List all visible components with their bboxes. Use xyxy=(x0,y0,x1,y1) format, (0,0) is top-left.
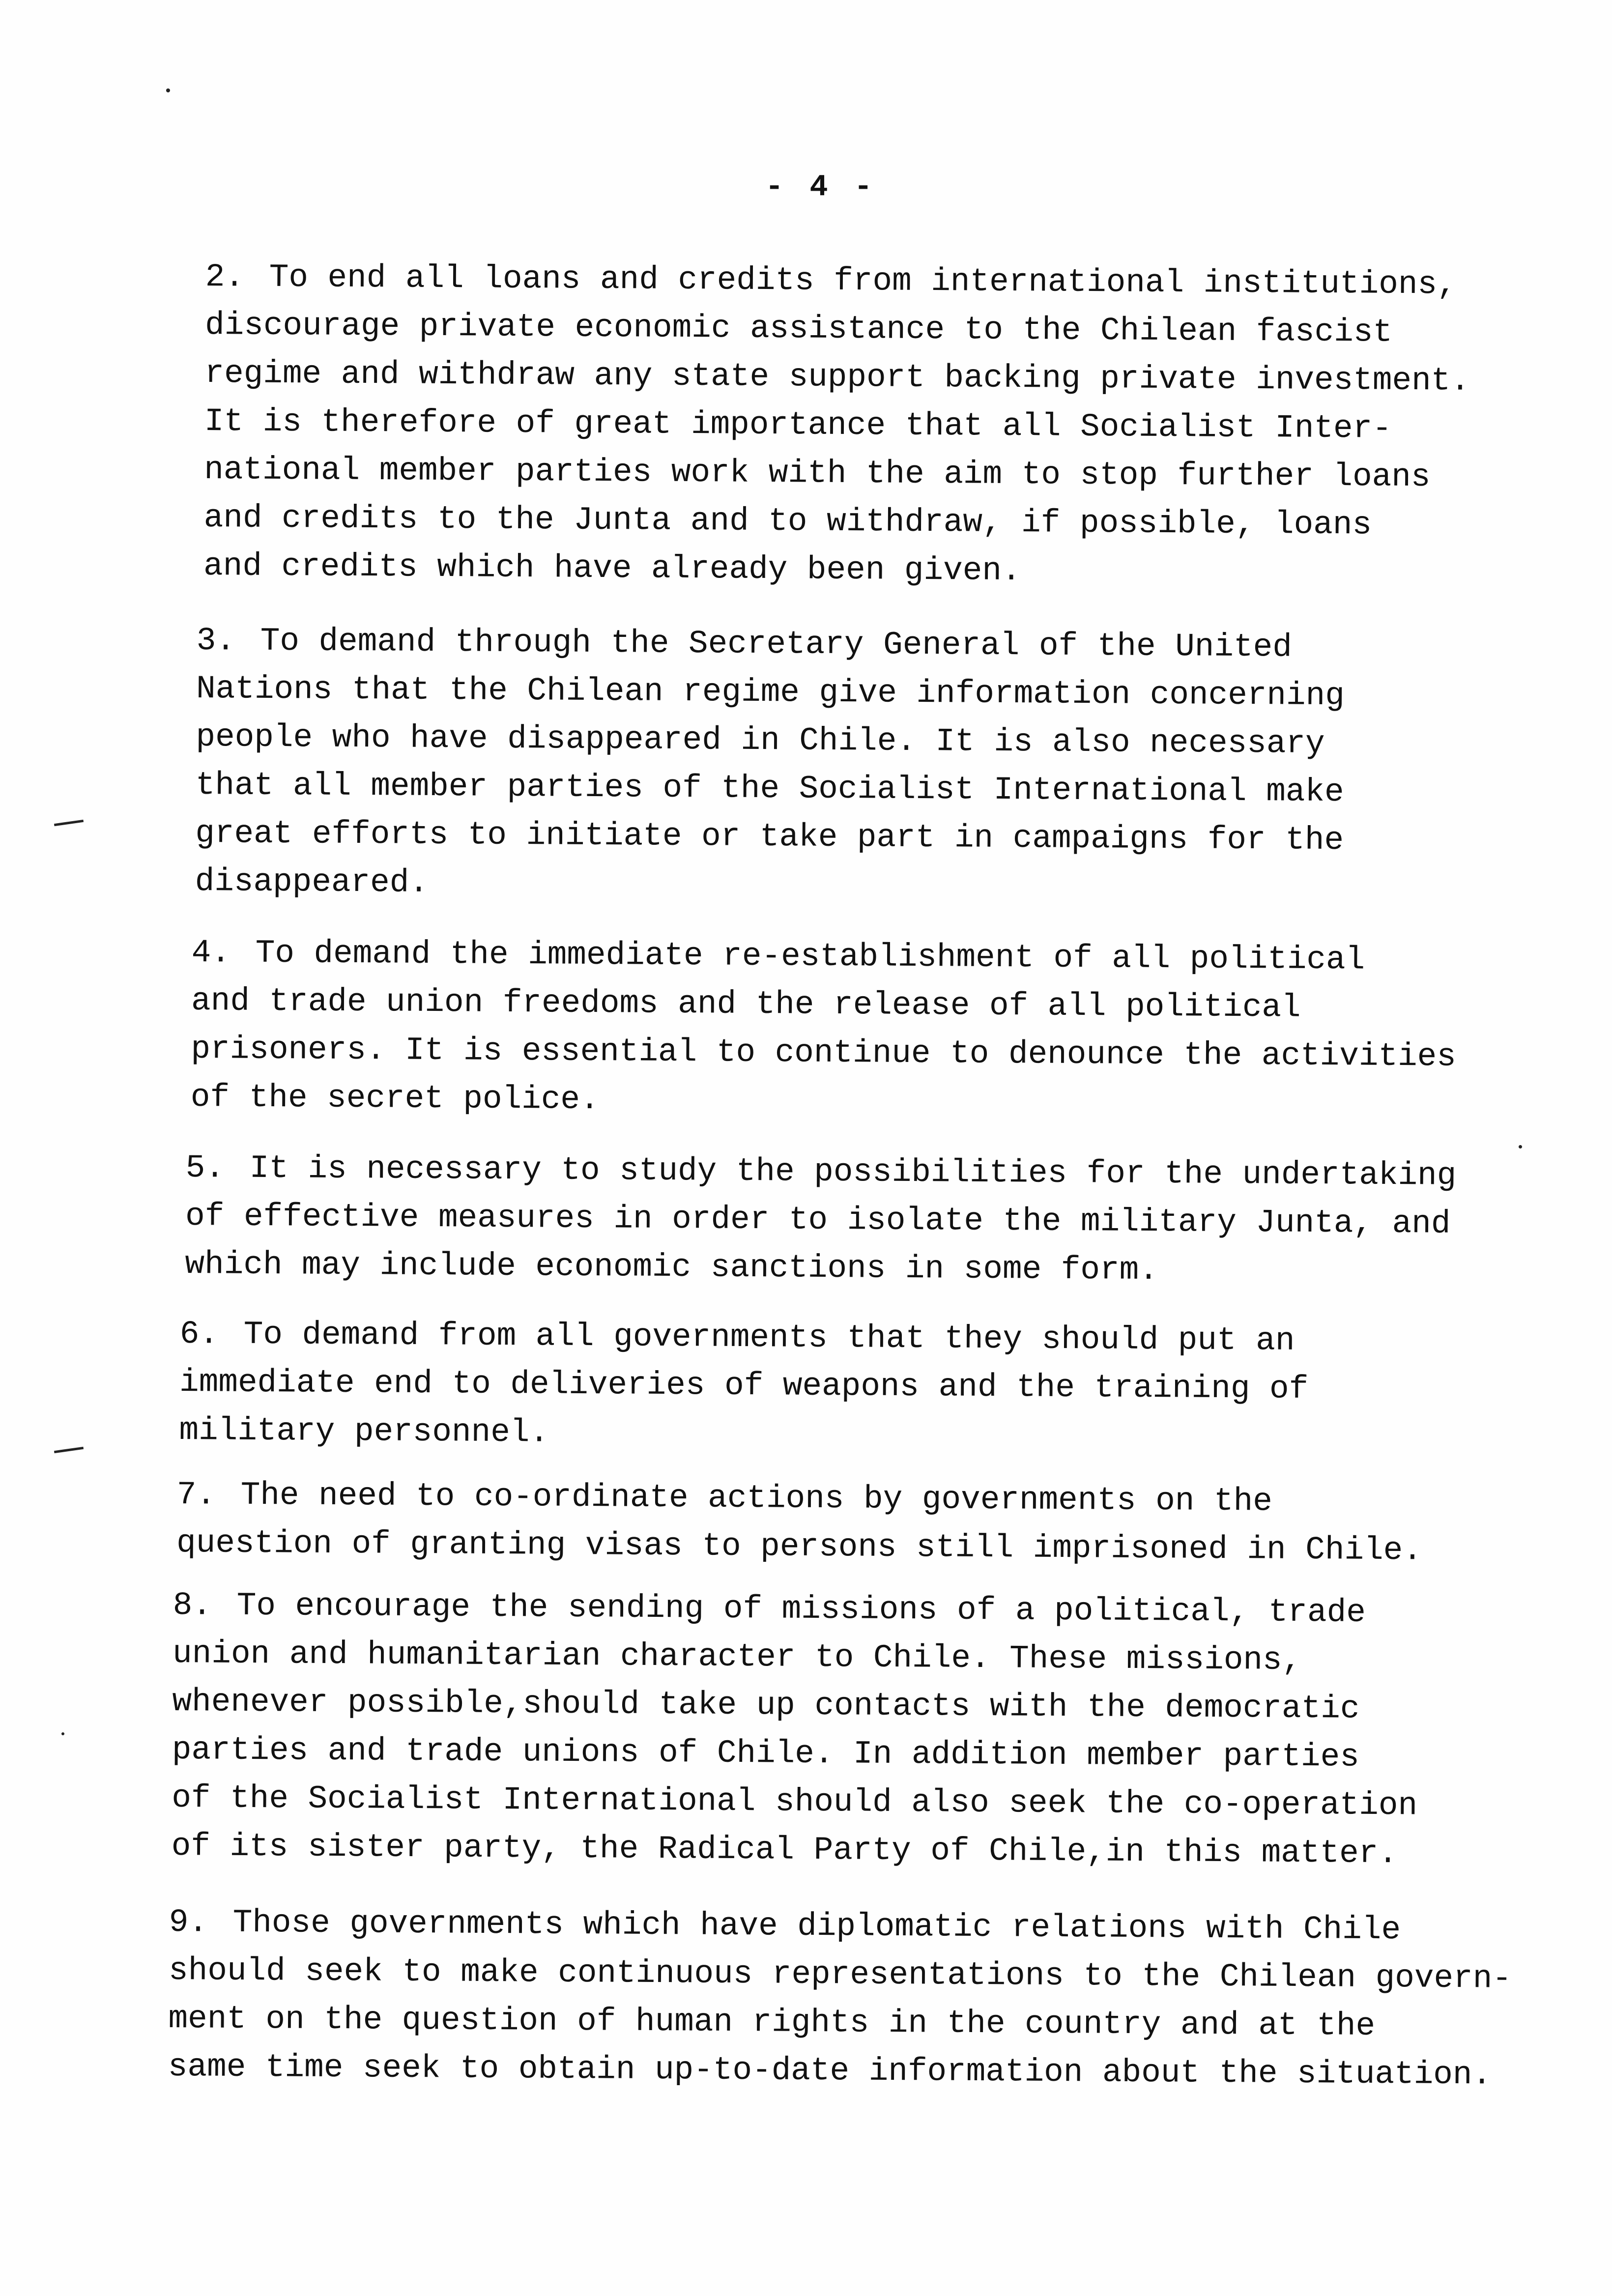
list-item-text: discourage private economic assistance to the Chilean fascist xyxy=(204,306,1393,351)
list-item-text: Nations that the Chilean regime give information concerning xyxy=(196,670,1345,715)
list-item-number: 8. xyxy=(173,1586,212,1624)
list-item-text: of effective measures in order to isolate the military Junta, and xyxy=(185,1197,1451,1242)
list-item-text: of its sister party, the Radical Party of Chile,in this matter. xyxy=(171,1827,1398,1872)
list-item-line xyxy=(191,929,1457,985)
list-item xyxy=(171,1581,1418,1878)
list-item-text: To encourage the sending of missions of a political, trade xyxy=(236,1587,1366,1631)
list-item-number: 5. xyxy=(185,1149,225,1187)
list-item-text: It is therefore of great importance that all Socialist Inter- xyxy=(204,402,1392,447)
list-item-line xyxy=(173,1581,1418,1637)
list-item-text: question of granting visas to persons still imprisoned in Chile. xyxy=(176,1524,1423,1569)
list-item-number: 4. xyxy=(191,934,231,972)
list-item-text: union and humanitarian character to Chile. These missions, xyxy=(172,1635,1302,1679)
list-item-line xyxy=(196,617,1345,672)
scan-speck xyxy=(61,1732,64,1735)
list-item-text: prisoners. It is essential to continue to denounce the activities xyxy=(191,1030,1457,1075)
list-item xyxy=(195,617,1345,913)
list-item-text: great efforts to initiate or take part in campaigns for the xyxy=(195,814,1344,859)
list-item-text: It is necessary to study the possibilities for the undertaking xyxy=(249,1149,1457,1194)
list-item-text: of the Socialist International should also seek the co-operation xyxy=(172,1779,1418,1824)
list-item xyxy=(168,1898,1512,2099)
list-item-number: 9. xyxy=(169,1903,208,1941)
list-item-text: To demand through the Secretary General of the United xyxy=(260,622,1293,666)
list-item-text: To demand from all governments that they should put an xyxy=(243,1316,1295,1359)
list-item-text: regime and withdraw any state support backing private investment. xyxy=(204,354,1470,400)
list-item xyxy=(191,929,1457,1129)
list-item-text: of the secret police. xyxy=(190,1078,600,1119)
scan-speck xyxy=(166,88,170,92)
list-item-text: which may include economic sanctions in some form. xyxy=(185,1245,1159,1289)
list-item xyxy=(203,253,1471,598)
list-item xyxy=(179,1310,1309,1462)
list-item-line xyxy=(176,1471,1422,1526)
scan-punch-mark xyxy=(54,820,84,826)
list-item-text: The need to co-ordinate actions by governments on the xyxy=(240,1476,1273,1520)
list-item-line xyxy=(169,1898,1512,1955)
list-item-text: military personnel. xyxy=(179,1411,549,1451)
list-item-text: people who have disappeared in Chile. It is also necessary xyxy=(196,718,1325,763)
scan-punch-mark xyxy=(54,1447,84,1453)
list-item-text: and credits to the Junta and to withdraw, if possible, loans xyxy=(203,499,1372,544)
list-item-text: and credits which have already been given. xyxy=(203,547,1021,590)
list-item-text: immediate end to deliveries of weapons and the training of xyxy=(179,1363,1309,1408)
list-item-number: 6. xyxy=(179,1315,219,1353)
list-item-line xyxy=(185,1144,1456,1200)
list-item-number: 2. xyxy=(205,258,245,296)
list-item-number: 7. xyxy=(176,1476,216,1514)
list-item-text: national member parties work with the aim to stop further loans xyxy=(204,451,1431,496)
list-item-text: and trade union freedoms and the release of all political xyxy=(191,982,1301,1026)
list-item-line xyxy=(179,1310,1309,1365)
list-item-text: whenever possible,should take up contacts with the democratic xyxy=(172,1683,1360,1727)
list-item-text: Those governments which have diplomatic relations with Chile xyxy=(232,1904,1401,1949)
list-item-line xyxy=(205,253,1470,309)
list-item-text: To demand the immediate re-establishment of all political xyxy=(255,934,1365,978)
list-item-text: parties and trade unions of Chile. In addition member parties xyxy=(172,1731,1360,1776)
list-item-number: 3. xyxy=(196,622,236,660)
list-item xyxy=(185,1144,1456,1296)
list-item-text: that all member parties of the Socialist International make xyxy=(195,766,1344,811)
list-item-text: disappeared. xyxy=(195,862,429,901)
list-item-text: should seek to make continuous representations to the Chilean govern- xyxy=(168,1952,1512,1997)
list-item-text: To end all loans and credits from international institutions, xyxy=(269,258,1457,303)
list-item xyxy=(176,1471,1423,1575)
list-item-text: same time seek to obtain up-to-date information about the situation. xyxy=(168,2048,1492,2094)
page-number: - 4 - xyxy=(765,170,877,204)
list-item-text: ment on the question of human rights in the country and at the xyxy=(168,2000,1376,2044)
scan-speck xyxy=(1519,1145,1522,1148)
